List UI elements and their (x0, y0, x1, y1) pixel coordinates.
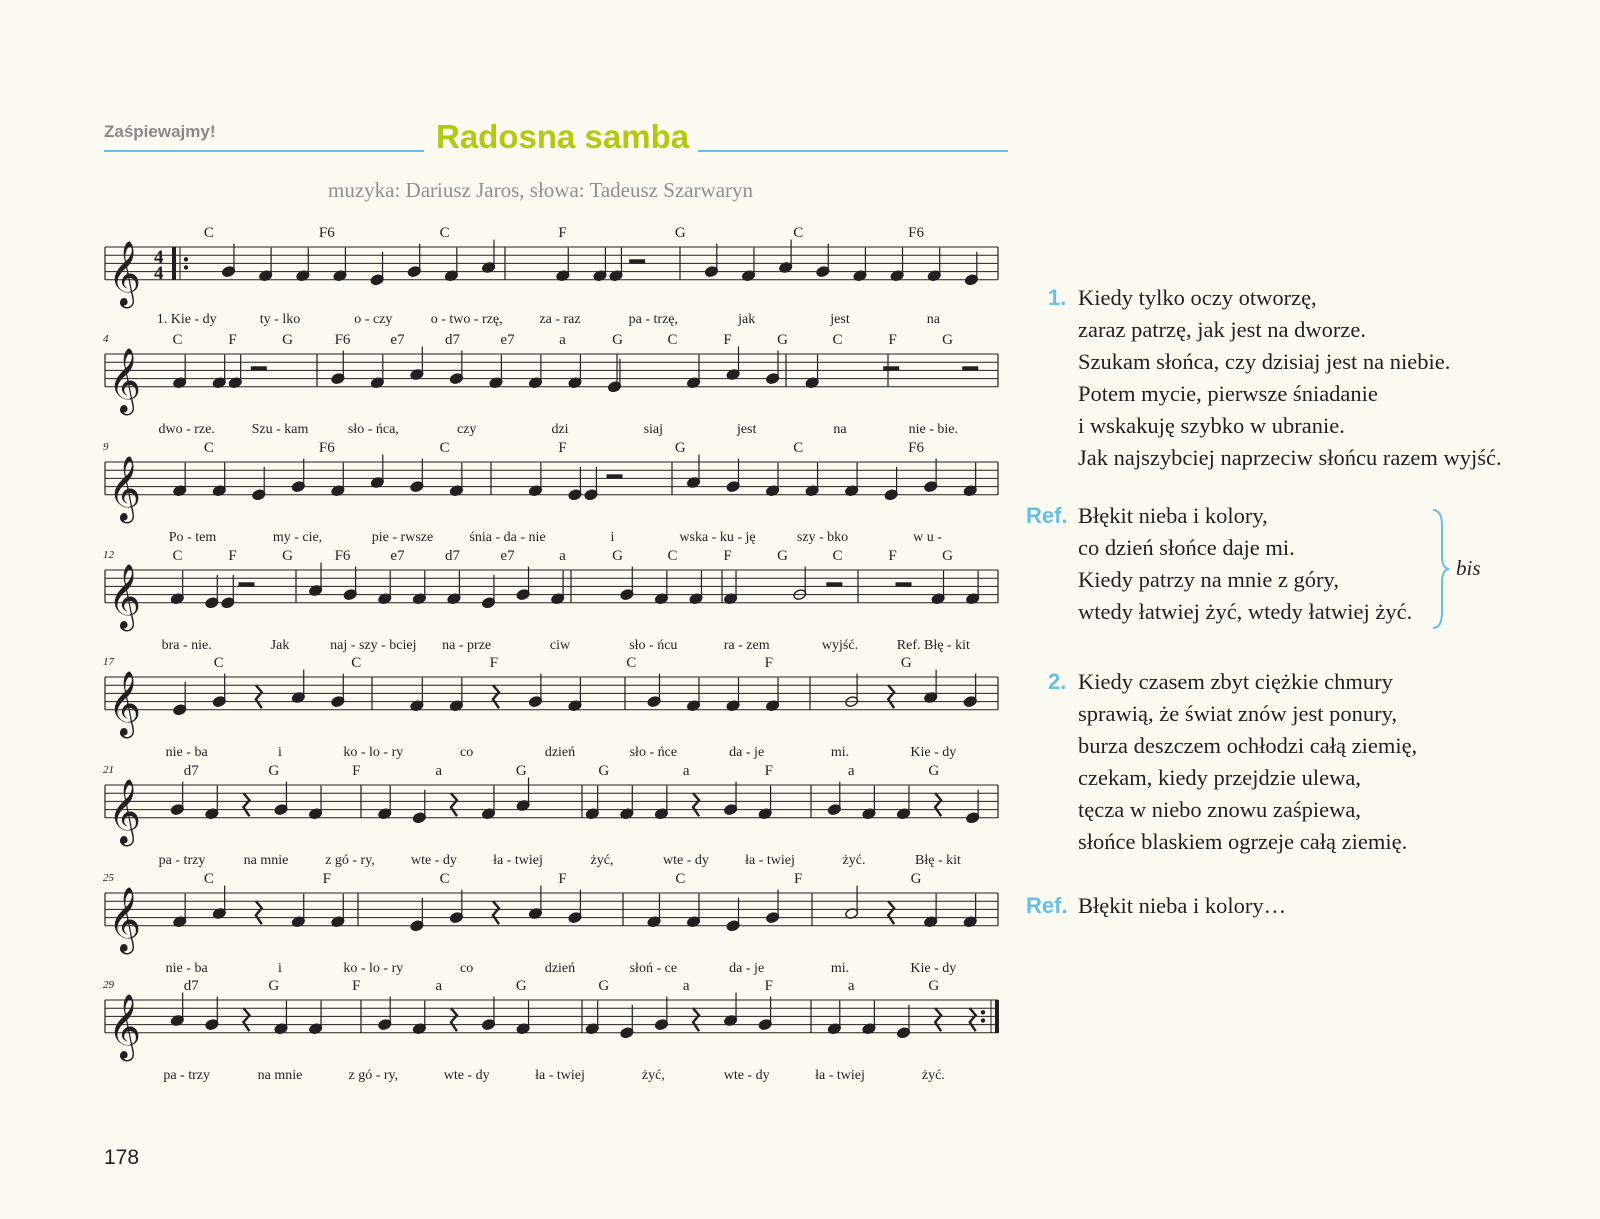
verse-line: i wskakuję szybko w ubranie. (1078, 413, 1345, 438)
chord-symbol: C (793, 225, 804, 241)
chord-symbol: a (435, 763, 443, 779)
chord-symbol: G (282, 332, 293, 348)
lyric-syllable: ła - twiej (535, 1067, 585, 1083)
verse-line: co dzień słońce daje mi. (1078, 535, 1295, 560)
lyric-syllable: żyć, (641, 1067, 665, 1083)
chord-symbol: G (928, 978, 940, 994)
chord-symbol: F (489, 655, 498, 671)
chord-symbol: G (900, 655, 912, 671)
rest-icon (962, 366, 978, 371)
rest-icon (883, 366, 899, 371)
quarter-rest-icon (243, 1008, 249, 1031)
chord-symbol: G (674, 440, 686, 456)
repeat-dot (981, 1018, 985, 1022)
chord-symbol: F (352, 763, 361, 779)
quarter-rest-icon (493, 685, 499, 708)
lyric-syllable: sło - ńcu (629, 637, 678, 653)
chord-symbol: F (764, 763, 773, 779)
measure-number: 17 (103, 656, 114, 668)
chord-symbol: F (352, 978, 361, 994)
lyric-syllable: naj - szy - bciej (330, 637, 417, 653)
lyric-syllable: ra - zem (723, 637, 770, 653)
time-signature-top: 4 (154, 247, 164, 268)
quarter-rest-icon (451, 793, 457, 816)
chord-symbol: C (439, 871, 450, 887)
verse-line: wtedy łatwiej żyć, wtedy łatwiej żyć. (1078, 599, 1413, 624)
verse-1-marker: 1. (1048, 285, 1067, 310)
song-title: Radosna samba (436, 118, 690, 155)
lyric-syllable: da - je (729, 960, 765, 976)
chord-symbol: C (675, 871, 686, 887)
chord-symbol: C (667, 548, 678, 564)
lyric-syllable: nie - bie. (908, 421, 959, 437)
chord-symbol: C (172, 548, 183, 564)
rest-icon (826, 582, 842, 587)
lyric-syllable: mi. (830, 744, 850, 760)
lyric-syllable: bra - nie. (161, 637, 212, 653)
chord-symbol: F (888, 548, 897, 564)
lyric-syllable: żyć, (590, 852, 614, 868)
lyric-syllable: i (610, 529, 615, 545)
repeat-brace-icon (1430, 508, 1450, 630)
lyric-syllable: czy (456, 421, 477, 437)
chord-symbol: C (351, 655, 362, 671)
chord-symbol: F6 (318, 225, 335, 241)
lyric-syllable: pa - trzy (158, 852, 206, 868)
lyric-syllable: o - two - rzę, (430, 311, 503, 327)
lyric-syllable: siaj (643, 421, 664, 437)
lyric-syllable: i (278, 960, 282, 976)
rest-icon (251, 366, 267, 371)
lyric-syllable: sło - ńce (629, 744, 678, 760)
chord-symbol: G (268, 763, 280, 779)
lyric-syllable: Kie - dy (910, 960, 957, 976)
chord-symbol: F (558, 225, 567, 241)
refrain-reprise-marker: Ref. (1026, 893, 1068, 918)
lyric-syllable: pie - rwsze (371, 529, 434, 545)
chord-symbol: a (847, 978, 855, 994)
chord-symbol: C (439, 225, 450, 241)
repeat-label: bis (1456, 556, 1481, 580)
chord-symbol: a (559, 548, 566, 564)
verse-line: burza deszczem ochłodzi całą ziemię, (1078, 733, 1418, 758)
rest-icon (607, 474, 623, 479)
verse-line: Kiedy czasem zbyt ciężkie chmury (1078, 669, 1393, 694)
lyric-syllable: na - prze (442, 637, 492, 653)
chord-symbol: G (282, 548, 293, 564)
verse-line: Szukam słońca, czy dzisiaj jest na niebie. (1078, 349, 1451, 374)
lyric-syllable: o - czy (354, 311, 393, 327)
quarter-rest-icon (935, 1008, 941, 1031)
lyric-syllable: żyć. (842, 852, 866, 868)
verse-line: Kiedy patrzy na mnie z góry, (1078, 567, 1339, 592)
treble-clef-icon: 𝄞 (108, 349, 142, 412)
chord-symbol: F (558, 440, 567, 456)
lyric-syllable: z gó - ry, (325, 852, 375, 868)
measure-number: 9 (103, 441, 109, 453)
lyric-syllable: wte - dy (411, 852, 457, 868)
treble-clef-icon: 𝄞 (108, 242, 142, 305)
chord-symbol: F (723, 332, 732, 348)
chord-symbol: d7 (445, 332, 460, 348)
measure-number: 21 (103, 764, 114, 776)
chord-symbol: G (942, 332, 953, 348)
treble-clef-icon: 𝄞 (108, 780, 142, 843)
chord-symbol: G (777, 548, 788, 564)
quarter-rest-icon (970, 1008, 976, 1031)
quarter-rest-icon (935, 793, 941, 816)
chord-symbol: G (612, 548, 623, 564)
measure-number: 29 (103, 979, 114, 991)
verse-line: sprawią, że świat znów jest ponury, (1078, 701, 1398, 726)
lyric-syllable: wte - dy (443, 1067, 490, 1083)
chord-symbol: a (847, 763, 855, 779)
lyric-syllable: 1. Kie - dy (156, 311, 217, 327)
chord-symbol: G (928, 763, 940, 779)
measure-number: 4 (103, 333, 109, 345)
chord-symbol: C (793, 440, 804, 456)
lyric-syllable: my - cie, (272, 529, 323, 545)
chord-symbol: C (213, 655, 224, 671)
chord-symbol: C (832, 548, 843, 564)
verse-line: Kiedy tylko oczy otworzę, (1078, 285, 1317, 310)
lyric-syllable: Jak (270, 637, 290, 653)
verse-line: Potem mycie, pierwsze śniadanie (1078, 381, 1378, 406)
chord-symbol: e7 (500, 332, 515, 348)
chord-symbol: d7 (445, 548, 460, 564)
treble-clef-icon: 𝄞 (108, 457, 142, 520)
verse-line: zaraz patrzę, jak jest na dworze. (1078, 317, 1366, 342)
quarter-rest-icon (451, 1008, 457, 1031)
chord-symbol: C (203, 871, 214, 887)
chord-symbol: C (832, 332, 843, 348)
lyric-syllable: da - je (729, 744, 765, 760)
chord-symbol: F (723, 548, 732, 564)
chord-symbol: G (598, 763, 610, 779)
chord-symbol: F (228, 332, 237, 348)
chord-symbol: F (764, 978, 773, 994)
chord-symbol: C (203, 225, 214, 241)
chord-symbol: a (682, 978, 690, 994)
lyric-syllable: na mnie (243, 852, 289, 868)
lyric-syllable: w u - (913, 529, 942, 545)
lyric-syllable: ko - lo - ry (343, 744, 404, 760)
chord-symbol: C (172, 332, 183, 348)
verse-2-marker: 2. (1048, 669, 1067, 694)
lyric-syllable: wyjść. (821, 637, 859, 653)
lyric-syllable: śnia - da - nie (469, 529, 546, 545)
lyric-syllable: pa - trzy (163, 1067, 210, 1083)
lyric-syllable: z gó - ry, (348, 1067, 399, 1083)
quarter-rest-icon (256, 901, 262, 924)
verse-line: słońce blaskiem ogrzeje całą ziemię. (1078, 829, 1408, 854)
time-signature-bottom: 4 (154, 263, 164, 284)
chord-symbol: F (888, 332, 897, 348)
quarter-rest-icon (693, 793, 699, 816)
repeat-dot (184, 265, 188, 269)
treble-clef-icon: 𝄞 (108, 672, 142, 735)
treble-clef-icon: 𝄞 (108, 565, 142, 628)
lyric-syllable: Błę - kit (915, 852, 961, 868)
chord-symbol: G (942, 548, 953, 564)
chord-symbol: G (268, 978, 280, 994)
verse-line: czekam, kiedy przejdzie ulewa, (1078, 765, 1361, 790)
chord-symbol: G (598, 978, 610, 994)
chord-symbol: d7 (183, 978, 199, 994)
lyric-syllable: mi. (830, 960, 850, 976)
measure-number: 25 (103, 872, 114, 884)
lyric-syllable: co (460, 960, 474, 976)
lyric-syllable: jak (738, 311, 756, 327)
chord-symbol: F6 (908, 225, 924, 241)
verse-line: Jak najszybciej naprzeciw słońcu razem wyjść. (1078, 445, 1502, 470)
verse-line: tęcza w niebo znowu zaśpiewa, (1078, 797, 1361, 822)
lyric-syllable: Po - tem (168, 529, 217, 545)
lyric-syllable: ciw (549, 637, 571, 653)
lyric-syllable: i (278, 744, 282, 760)
chord-symbol: C (203, 440, 214, 456)
measure-number: 12 (103, 549, 114, 561)
lyric-syllable: Ref. Błę - kit (896, 637, 970, 653)
lyric-syllable: ła - twiej (745, 852, 795, 868)
chord-symbol: G (612, 332, 623, 348)
lyric-syllable: ty - lko (259, 311, 301, 327)
quarter-rest-icon (888, 685, 894, 708)
chord-symbol: F (228, 548, 237, 564)
lyric-syllable: ko - lo - ry (343, 960, 404, 976)
quarter-rest-icon (493, 901, 499, 924)
chord-symbol: G (910, 871, 922, 887)
lyric-syllable: dzi (551, 421, 569, 437)
chord-symbol: G (515, 978, 527, 994)
lyric-syllable: nie - ba (165, 960, 208, 976)
quarter-rest-icon (693, 1008, 699, 1031)
lyric-syllable: jest (736, 421, 757, 437)
chord-symbol: F (322, 871, 331, 887)
rest-icon (238, 582, 254, 587)
chord-symbol: e7 (390, 332, 405, 348)
lyric-syllable: nie - ba (165, 744, 208, 760)
lyric-syllable: dwo - rze. (158, 421, 215, 437)
quarter-rest-icon (888, 901, 894, 924)
lyric-syllable: Szu - kam (251, 421, 309, 437)
chord-symbol: G (674, 225, 686, 241)
chord-symbol: C (667, 332, 678, 348)
treble-clef-icon: 𝄞 (108, 995, 142, 1058)
lyric-syllable: za - raz (539, 311, 581, 327)
chord-symbol: a (435, 978, 443, 994)
quarter-rest-icon (243, 793, 249, 816)
chord-symbol: e7 (390, 548, 405, 564)
chord-symbol: d7 (183, 763, 199, 779)
rest-icon (629, 259, 645, 264)
chord-symbol: F6 (334, 548, 351, 564)
chord-symbol: F6 (334, 332, 351, 348)
chord-symbol: G (515, 763, 527, 779)
lyric-syllable: wte - dy (723, 1067, 770, 1083)
lyric-syllable: ła - twiej (815, 1067, 865, 1083)
verse-line: Błękit nieba i kolory… (1078, 893, 1287, 918)
lyric-syllable: dzień (544, 744, 576, 760)
lyric-syllable: co (460, 744, 474, 760)
lyric-syllable: wte - dy (663, 852, 709, 868)
chord-symbol: G (777, 332, 788, 348)
lyric-syllable: szy - bko (796, 529, 849, 545)
verse-line: Błękit nieba i kolory, (1078, 503, 1268, 528)
lyric-syllable: na (833, 421, 847, 437)
page-number: 178 (104, 1146, 140, 1169)
song-credits: muzyka: Dariusz Jaros, słowa: Tadeusz Szarwaryn (328, 178, 754, 202)
repeat-dot (981, 1010, 985, 1014)
lyric-syllable: sło - ńca, (347, 421, 399, 437)
lyric-syllable: dzień (544, 960, 576, 976)
chord-symbol: F (794, 871, 803, 887)
lyric-syllable: ła - twiej (493, 852, 543, 868)
lyric-syllable: Kie - dy (910, 744, 957, 760)
quarter-rest-icon (256, 685, 262, 708)
chord-symbol: F (558, 871, 567, 887)
chord-symbol: C (626, 655, 637, 671)
refrain-marker: Ref. (1026, 503, 1068, 528)
lyric-syllable: na (926, 311, 940, 327)
lyric-syllable: słoń - ce (629, 960, 678, 976)
lyric-syllable: wska - ku - ję (679, 529, 756, 545)
chord-symbol: F (764, 655, 773, 671)
chord-symbol: F6 (908, 440, 924, 456)
lyric-syllable: jest (830, 311, 850, 327)
chord-symbol: e7 (500, 548, 515, 564)
chord-symbol: a (682, 763, 690, 779)
lyric-syllable: pa - trzę, (628, 311, 679, 327)
section-label: Zaśpiewajmy! (104, 122, 216, 141)
rest-icon (896, 582, 912, 587)
chord-symbol: F6 (318, 440, 335, 456)
repeat-dot (184, 257, 188, 261)
chord-symbol: a (559, 332, 566, 348)
lyric-syllable: na mnie (257, 1067, 303, 1083)
lyric-syllable: żyć. (921, 1067, 945, 1083)
chord-symbol: C (439, 440, 450, 456)
treble-clef-icon: 𝄞 (108, 888, 142, 951)
